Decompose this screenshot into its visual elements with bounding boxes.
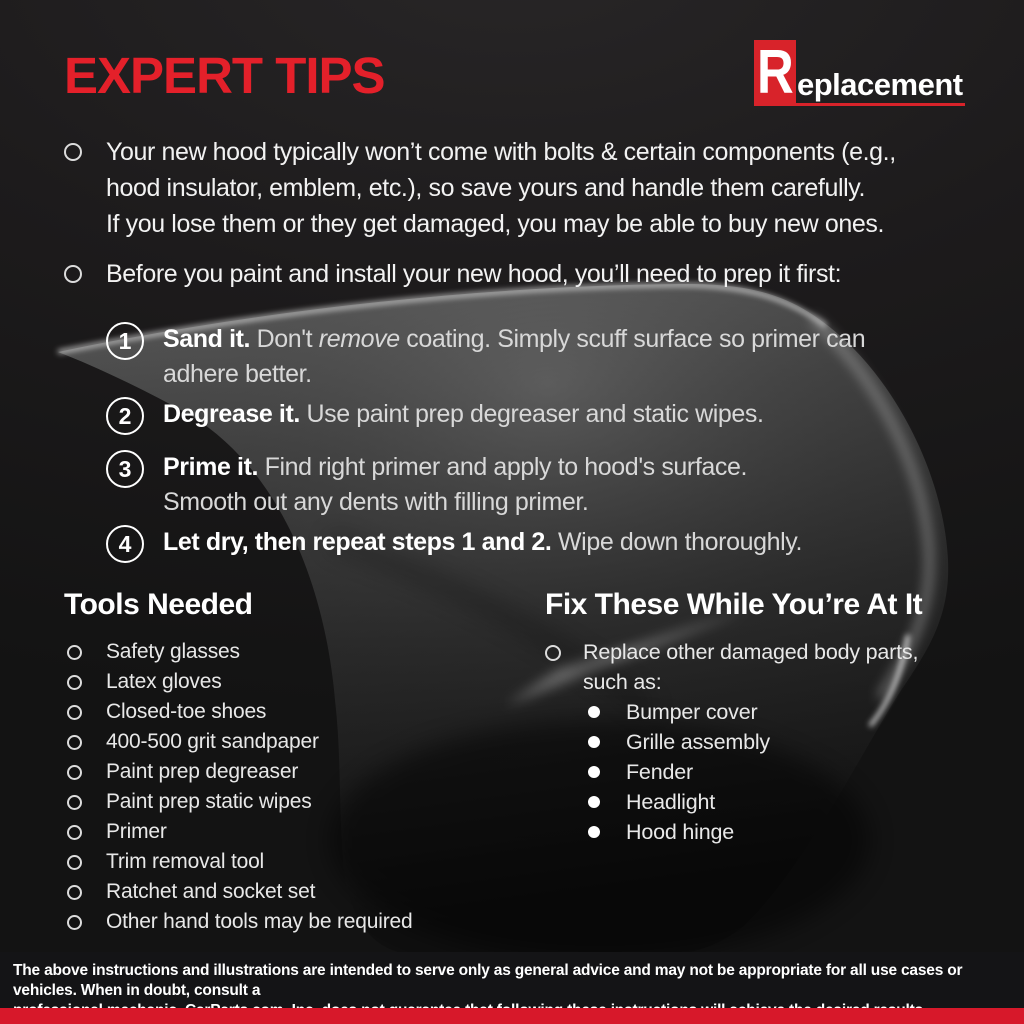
step-1-italic: remove [318, 325, 400, 353]
circle-bullet-icon [67, 765, 82, 780]
list-item [64, 847, 494, 877]
intro-bullet-2-line1: Before you paint and install your new hood, you’ll need to prep it first: [106, 260, 842, 288]
list-item [64, 907, 494, 937]
dot-bullet-icon [588, 706, 600, 718]
tools-needed-list [64, 637, 494, 937]
step-1-text [163, 322, 865, 392]
disclaimer-line1: The above instructions and illustrations are intended to serve only as general advice and may not be appropriate for all use cases or vehicles. When in doubt, consult a [13, 962, 963, 999]
tool-item-label: Closed-toe shoes [106, 700, 267, 723]
tool-item-label: Primer [106, 820, 167, 843]
step-1-line1 [163, 322, 865, 357]
circle-bullet-icon [67, 645, 82, 660]
step-1-number-badge: 1 [106, 322, 144, 360]
circle-bullet-icon [64, 143, 82, 161]
circle-bullet-icon [545, 645, 561, 661]
step-1-line2: adhere better. [163, 360, 312, 388]
footer-disclaimer-strip [0, 952, 1024, 1008]
fix-item-label: Fender [626, 759, 693, 784]
step-4-line1 [163, 525, 802, 560]
dot-bullet-icon [588, 766, 600, 778]
tool-item-label: Safety glasses [106, 640, 240, 663]
brand-logo-mark [754, 40, 796, 106]
list-item [64, 757, 494, 787]
tool-item-label: Other hand tools may be required [106, 910, 413, 933]
fix-item-label: Grille assembly [626, 729, 770, 754]
circle-bullet-icon [67, 885, 82, 900]
intro-bullet-1-line2: hood insulator, emblem, etc.), so save yours and handle them carefully. [106, 174, 866, 202]
step-2-bold: Degrease it. [163, 400, 300, 428]
tool-item-label: Paint prep degreaser [106, 760, 299, 783]
fix-these-section [545, 588, 985, 847]
step-2-rest: Use paint prep degreaser and static wipes. [299, 400, 764, 428]
intro-bullet-1-line1: Your new hood typically won’t come with bolts & certain components (e.g., [106, 138, 896, 166]
list-item [64, 787, 494, 817]
brand-wordmark: eplacement [796, 73, 965, 106]
step-1 [106, 322, 865, 392]
list-item [588, 727, 985, 757]
circle-bullet-icon [67, 735, 82, 750]
step-4-text [163, 525, 802, 563]
fix-intro-line1: Replace other damaged body parts, [583, 640, 919, 664]
step-3-line2: Smooth out any dents with filling primer. [163, 488, 589, 516]
intro-bullet-1-text [106, 134, 896, 242]
tool-item-label: Latex gloves [106, 670, 222, 693]
step-4-bold: Let dry, then repeat steps 1 and 2. [163, 528, 552, 556]
replacement-brand-logo [754, 40, 965, 106]
list-item [64, 727, 494, 757]
intro-bullet-1 [64, 134, 896, 242]
step-3-rest: Find right primer and apply to hood's surface. [258, 453, 748, 481]
fix-these-heading: Fix These While You’re At It [545, 588, 923, 621]
step-2 [106, 397, 865, 435]
intro-bullet-2 [64, 256, 841, 292]
list-item [64, 817, 494, 847]
dot-bullet-icon [588, 826, 600, 838]
step-1-bold: Sand it. [163, 325, 251, 353]
page-title: EXPERT TIPS [64, 47, 385, 104]
circle-bullet-icon [67, 825, 82, 840]
fix-item-label: Bumper cover [626, 699, 758, 724]
intro-bullet-2-text [106, 256, 841, 292]
list-item [588, 757, 985, 787]
circle-bullet-icon [64, 265, 82, 283]
fix-item-label: Hood hinge [626, 819, 734, 844]
step-3-bold: Prime it. [163, 453, 259, 481]
circle-bullet-icon [67, 795, 82, 810]
step-3-line1 [163, 450, 747, 485]
fix-sub-list [588, 697, 985, 847]
tool-item-label: Ratchet and socket set [106, 880, 316, 903]
step-3-text [163, 450, 747, 520]
tool-item-label: Paint prep static wipes [106, 790, 312, 813]
step-1-rest: coating. Simply scuff surface so primer can [399, 325, 866, 353]
list-item [588, 817, 985, 847]
step-2-number-badge: 2 [106, 397, 144, 435]
list-item [588, 697, 985, 727]
list-item [64, 637, 494, 667]
step-3-number-badge: 3 [106, 450, 144, 488]
tools-needed-heading: Tools Needed [64, 588, 253, 621]
fix-intro-line2: such as: [583, 670, 662, 694]
dot-bullet-icon [588, 796, 600, 808]
circle-bullet-icon [67, 855, 82, 870]
list-item [588, 787, 985, 817]
step-4 [106, 525, 865, 563]
step-1-pre: Don't [250, 325, 319, 353]
dot-bullet-icon [588, 736, 600, 748]
tools-needed-section [64, 588, 494, 937]
tool-item-label: Trim removal tool [106, 850, 265, 873]
step-4-rest: Wipe down thoroughly. [551, 528, 803, 556]
list-item [64, 667, 494, 697]
fix-intro-bullet [545, 637, 985, 697]
circle-bullet-icon [67, 915, 82, 930]
circle-bullet-icon [67, 675, 82, 690]
prep-steps-list [106, 322, 865, 563]
tool-item-label: 400-500 grit sandpaper [106, 730, 319, 753]
step-3 [106, 450, 865, 520]
step-2-text [163, 397, 764, 435]
list-item [64, 697, 494, 727]
fix-item-label: Headlight [626, 789, 716, 814]
brand-initial: R [756, 38, 794, 107]
circle-bullet-icon [67, 705, 82, 720]
intro-bullet-1-line3: If you lose them or they get damaged, you may be able to buy new ones. [106, 210, 885, 238]
fix-intro-text [583, 637, 918, 697]
list-item [64, 877, 494, 907]
bottom-red-bar [0, 1008, 1024, 1024]
step-4-number-badge: 4 [106, 525, 144, 563]
step-2-line1 [163, 397, 764, 432]
